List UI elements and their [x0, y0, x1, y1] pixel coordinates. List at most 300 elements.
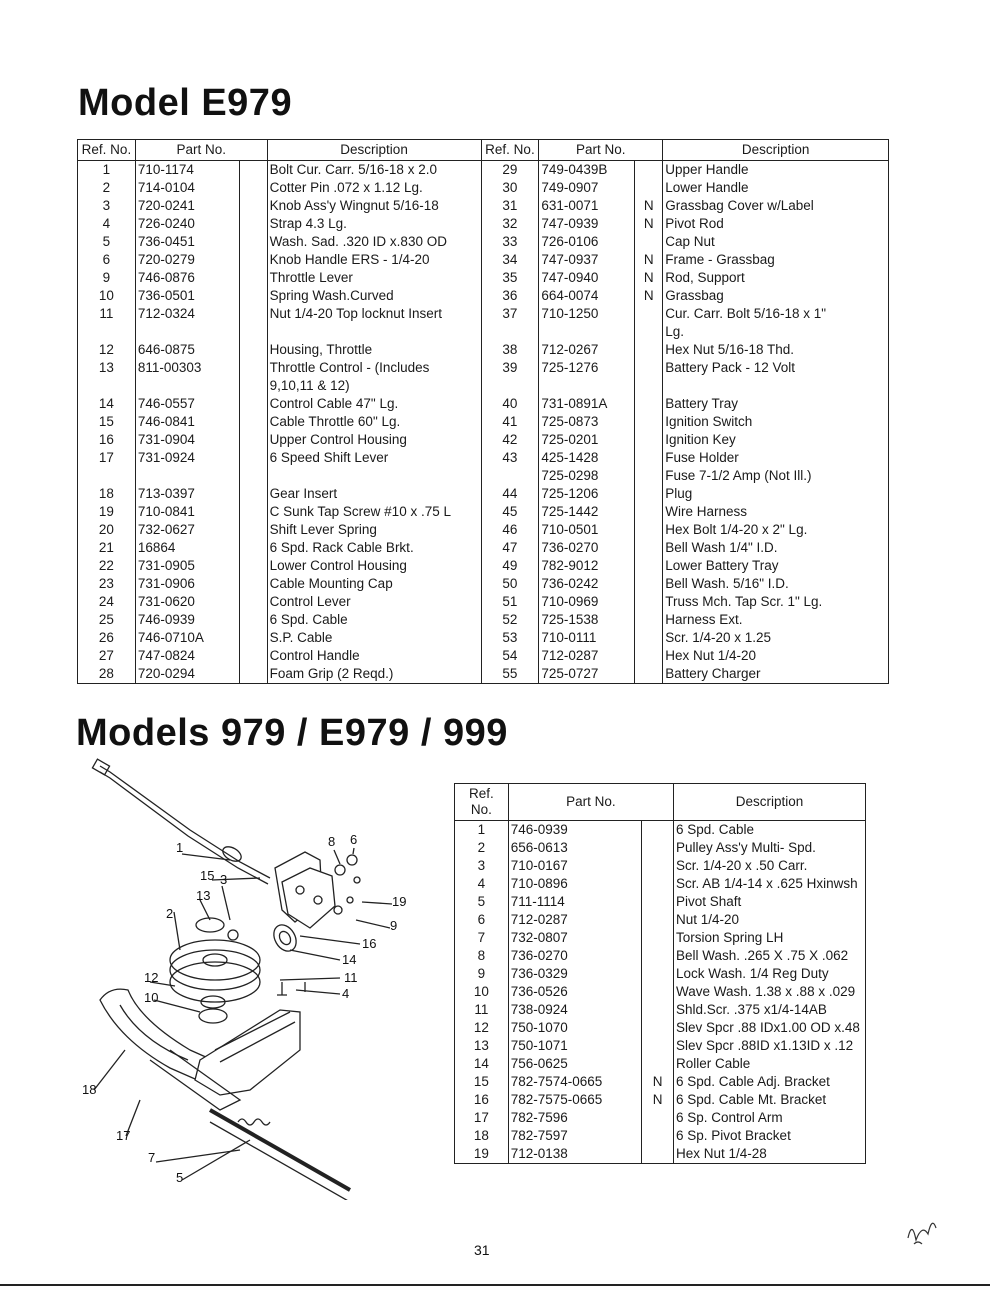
- diagram-callout: 13: [196, 888, 211, 903]
- note-cell: N: [635, 197, 663, 215]
- description-cell: Truss Mch. Tap Scr. 1" Lg.: [663, 593, 889, 611]
- table-row: [455, 1091, 866, 1109]
- ref-no-cell: 1: [78, 161, 136, 180]
- description-cell: Throttle Lever: [267, 269, 481, 287]
- diagram-callout: 7: [148, 1150, 156, 1165]
- note-cell: [635, 431, 663, 449]
- ref-no-cell: 51: [481, 593, 539, 611]
- description-cell: Cur. Carr. Bolt 5/16-18 x 1": [663, 305, 889, 323]
- part-no-cell: 747-0939: [539, 215, 635, 233]
- ref-no-cell: 21: [78, 539, 136, 557]
- table-row: [78, 161, 889, 180]
- description-cell: Pivot Rod: [663, 215, 889, 233]
- ref-no-cell: 4: [455, 875, 509, 893]
- ref-no-cell: 10: [78, 287, 136, 305]
- diagram-callout: 11: [344, 970, 358, 985]
- note-cell: [642, 1037, 674, 1055]
- diagram-callout: 9: [390, 918, 398, 933]
- part-no-cell: 710-0896: [508, 875, 642, 893]
- note-cell: [642, 839, 674, 857]
- part-no-cell: 720-0294: [135, 665, 239, 684]
- ref-no-cell: 39: [481, 359, 539, 377]
- ref-no-cell: 42: [481, 431, 539, 449]
- description-cell: Slev Spcr .88ID x1.13ID x .12: [674, 1037, 866, 1055]
- description-cell: Battery Charger: [663, 665, 889, 684]
- part-no-cell: 746-0841: [135, 413, 239, 431]
- spacer-cell: [239, 179, 267, 197]
- page-title-model-e979: Model E979: [78, 82, 293, 124]
- ref-no-cell: 26: [78, 629, 136, 647]
- description-cell: Knob Ass'y Wingnut 5/16-18: [267, 197, 481, 215]
- part-no-cell: 631-0071: [539, 197, 635, 215]
- ref-no-cell: 9: [78, 269, 136, 287]
- table-row: [455, 1037, 866, 1055]
- part-no-cell: 425-1428: [539, 449, 635, 467]
- description-cell: Grassbag Cover w/Label: [663, 197, 889, 215]
- header-ref-no: Ref. No.: [481, 140, 539, 161]
- description-cell: 6 Spd. Rack Cable Brkt.: [267, 539, 481, 557]
- ref-no-cell: [481, 467, 539, 485]
- table-row: [455, 1073, 866, 1091]
- note-cell: [642, 911, 674, 929]
- table-row: [78, 521, 889, 539]
- note-cell: [635, 593, 663, 611]
- ref-no-cell: [481, 323, 539, 341]
- note-cell: [642, 947, 674, 965]
- part-no-cell: 782-7597: [508, 1127, 642, 1145]
- description-cell: Pulley Ass'y Multi- Spd.: [674, 839, 866, 857]
- description-cell: Torsion Spring LH: [674, 929, 866, 947]
- part-no-cell: 710-0969: [539, 593, 635, 611]
- table-row: [455, 1127, 866, 1145]
- ref-no-cell: 55: [481, 665, 539, 684]
- note-cell: [642, 1127, 674, 1145]
- note-cell: [642, 1019, 674, 1037]
- description-cell: Scr. 1/4-20 x 1.25: [663, 629, 889, 647]
- description-cell: Pivot Shaft: [674, 893, 866, 911]
- description-cell: Grassbag: [663, 287, 889, 305]
- part-no-cell: 710-0167: [508, 857, 642, 875]
- description-cell: [267, 467, 481, 485]
- description-cell: Bolt Cur. Carr. 5/16-18 x 2.0: [267, 161, 481, 180]
- spacer-cell: [239, 611, 267, 629]
- part-no-cell: 749-0439B: [539, 161, 635, 180]
- description-cell: 6 Spd. Cable: [267, 611, 481, 629]
- part-no-cell: 725-0727: [539, 665, 635, 684]
- ref-no-cell: 54: [481, 647, 539, 665]
- note-cell: [635, 359, 663, 377]
- part-no-cell: 736-0526: [508, 983, 642, 1001]
- spacer-cell: [239, 557, 267, 575]
- table-row: [78, 665, 889, 684]
- description-cell: Hex Bolt 1/4-20 x 2" Lg.: [663, 521, 889, 539]
- table-row: [455, 1109, 866, 1127]
- description-cell: Lower Battery Tray: [663, 557, 889, 575]
- diagram-callout: 19: [392, 894, 407, 909]
- ref-no-cell: 46: [481, 521, 539, 539]
- table-row: [455, 1019, 866, 1037]
- ref-no-cell: 37: [481, 305, 539, 323]
- table-row: [78, 485, 889, 503]
- table-row: [455, 1001, 866, 1019]
- note-cell: [642, 983, 674, 1001]
- ref-no-cell: 44: [481, 485, 539, 503]
- table-row: [78, 287, 889, 305]
- ref-no-cell: 20: [78, 521, 136, 539]
- part-no-cell: 746-0876: [135, 269, 239, 287]
- ref-no-cell: 27: [78, 647, 136, 665]
- ref-no-cell: 43: [481, 449, 539, 467]
- spacer-cell: [239, 287, 267, 305]
- note-cell: [642, 857, 674, 875]
- ref-no-cell: 13: [455, 1037, 509, 1055]
- part-no-cell: 16864: [135, 539, 239, 557]
- part-no-cell: 710-0501: [539, 521, 635, 539]
- part-no-cell: 746-0710A: [135, 629, 239, 647]
- part-no-cell: 731-0620: [135, 593, 239, 611]
- description-cell: Wire Harness: [663, 503, 889, 521]
- part-no-cell: 711-1114: [508, 893, 642, 911]
- bottom-divider: [0, 1284, 990, 1286]
- part-no-cell: 710-1250: [539, 305, 635, 323]
- parts-table-models: [454, 783, 866, 1164]
- note-cell: N: [635, 269, 663, 287]
- description-cell: [663, 377, 889, 395]
- part-no-cell: 646-0875: [135, 341, 239, 359]
- part-no-cell: [135, 323, 239, 341]
- description-cell: Ignition Key: [663, 431, 889, 449]
- part-no-cell: 656-0613: [508, 839, 642, 857]
- description-cell: Slev Spcr .88 IDx1.00 OD x.48: [674, 1019, 866, 1037]
- description-cell: 9,10,11 & 12): [267, 377, 481, 395]
- note-cell: [635, 557, 663, 575]
- ref-no-cell: 1: [455, 821, 509, 840]
- description-cell: Battery Pack - 12 Volt: [663, 359, 889, 377]
- table-row: [78, 647, 889, 665]
- part-no-cell: 756-0625: [508, 1055, 642, 1073]
- ref-no-cell: [78, 323, 136, 341]
- description-cell: S.P. Cable: [267, 629, 481, 647]
- ref-no-cell: 11: [78, 305, 136, 323]
- ref-no-cell: 14: [455, 1055, 509, 1073]
- description-cell: Ignition Switch: [663, 413, 889, 431]
- part-no-cell: 714-0104: [135, 179, 239, 197]
- description-cell: Strap 4.3 Lg.: [267, 215, 481, 233]
- description-cell: Wash. Sad. .320 ID x.830 OD: [267, 233, 481, 251]
- description-cell: Spring Wash.Curved: [267, 287, 481, 305]
- note-cell: [635, 161, 663, 180]
- header-part-no: Part No.: [539, 140, 663, 161]
- part-no-cell: 731-0906: [135, 575, 239, 593]
- spacer-cell: [239, 521, 267, 539]
- description-cell: [267, 323, 481, 341]
- diagram-callout: 12: [144, 970, 159, 985]
- part-no-cell: 712-0138: [508, 1145, 642, 1164]
- description-cell: Throttle Control - (Includes: [267, 359, 481, 377]
- ref-no-cell: 15: [455, 1073, 509, 1091]
- description-cell: Lock Wash. 1/4 Reg Duty: [674, 965, 866, 983]
- table-row: [78, 305, 889, 323]
- note-cell: [635, 647, 663, 665]
- description-cell: Bell Wash. .265 X .75 X .062: [674, 947, 866, 965]
- table-row: [78, 431, 889, 449]
- ref-no-cell: 17: [78, 449, 136, 467]
- note-cell: [642, 1109, 674, 1127]
- description-cell: 6 Sp. Pivot Bracket: [674, 1127, 866, 1145]
- part-no-cell: 725-0873: [539, 413, 635, 431]
- diagram-callout: 16: [362, 936, 377, 951]
- diagram-callout: 5: [176, 1170, 184, 1185]
- ref-no-cell: 23: [78, 575, 136, 593]
- page-number: 31: [474, 1242, 490, 1258]
- part-no-cell: 782-7575-0665: [508, 1091, 642, 1109]
- ref-no-cell: 5: [455, 893, 509, 911]
- description-cell: Fuse 7-1/2 Amp (Not Ill.): [663, 467, 889, 485]
- note-cell: [635, 665, 663, 684]
- description-cell: 6 Speed Shift Lever: [267, 449, 481, 467]
- part-no-cell: 726-0106: [539, 233, 635, 251]
- table-row: [78, 413, 889, 431]
- ref-no-cell: 53: [481, 629, 539, 647]
- spacer-cell: [239, 647, 267, 665]
- note-cell: N: [635, 287, 663, 305]
- description-cell: 6 Sp. Control Arm: [674, 1109, 866, 1127]
- table-row: [455, 857, 866, 875]
- table-row: [78, 233, 889, 251]
- ref-no-cell: 52: [481, 611, 539, 629]
- ref-no-cell: 19: [455, 1145, 509, 1164]
- spacer-cell: [239, 575, 267, 593]
- ref-no-cell: 30: [481, 179, 539, 197]
- note-cell: [642, 875, 674, 893]
- description-cell: Wave Wash. 1.38 x .88 x .029: [674, 983, 866, 1001]
- description-cell: Knob Handle ERS - 1/4-20: [267, 251, 481, 269]
- description-cell: Upper Handle: [663, 161, 889, 180]
- part-no-cell: 750-1071: [508, 1037, 642, 1055]
- assembly-diagram: [70, 750, 440, 1200]
- ref-no-cell: 35: [481, 269, 539, 287]
- table-row: [78, 395, 889, 413]
- table-row: [455, 911, 866, 929]
- spacer-cell: [239, 431, 267, 449]
- ref-no-cell: 8: [455, 947, 509, 965]
- header-ref-no: Ref. No.: [455, 784, 509, 821]
- ref-no-cell: 16: [78, 431, 136, 449]
- ref-no-cell: 41: [481, 413, 539, 431]
- description-cell: Plug: [663, 485, 889, 503]
- ref-no-cell: [78, 467, 136, 485]
- note-cell: [635, 341, 663, 359]
- description-cell: 6 Spd. Cable Mt. Bracket: [674, 1091, 866, 1109]
- diagram-callout: 15: [200, 868, 215, 883]
- description-cell: 6 Spd. Cable: [674, 821, 866, 840]
- diagram-callout: 2: [166, 906, 174, 921]
- table-header-row: [455, 784, 866, 821]
- parts-table-e979: [77, 139, 889, 684]
- table-row: [455, 875, 866, 893]
- diagram-callout: 4: [342, 986, 350, 1001]
- table-row: [455, 839, 866, 857]
- diagram-callout: 18: [82, 1082, 97, 1097]
- spacer-cell: [239, 215, 267, 233]
- ref-no-cell: 6: [78, 251, 136, 269]
- table-row: [455, 929, 866, 947]
- part-no-cell: 731-0905: [135, 557, 239, 575]
- ref-no-cell: 29: [481, 161, 539, 180]
- ref-no-cell: 12: [455, 1019, 509, 1037]
- diagram-callout: 10: [144, 990, 159, 1005]
- spacer-cell: [239, 485, 267, 503]
- spacer-cell: [239, 323, 267, 341]
- table-row: [78, 251, 889, 269]
- part-no-cell: 720-0241: [135, 197, 239, 215]
- description-cell: Control Handle: [267, 647, 481, 665]
- description-cell: Cap Nut: [663, 233, 889, 251]
- part-no-cell: 725-1206: [539, 485, 635, 503]
- spacer-cell: [239, 377, 267, 395]
- spacer-cell: [239, 233, 267, 251]
- spacer-cell: [239, 467, 267, 485]
- description-cell: Bell Wash 1/4" I.D.: [663, 539, 889, 557]
- ref-no-cell: 11: [455, 1001, 509, 1019]
- note-cell: [635, 629, 663, 647]
- description-cell: Cotter Pin .072 x 1.12 Lg.: [267, 179, 481, 197]
- description-cell: Rod, Support: [663, 269, 889, 287]
- header-part-no: Part No.: [135, 140, 267, 161]
- ref-no-cell: 9: [455, 965, 509, 983]
- ref-no-cell: [481, 377, 539, 395]
- header-description: Description: [267, 140, 481, 161]
- description-cell: Control Cable 47" Lg.: [267, 395, 481, 413]
- part-no-cell: 710-1174: [135, 161, 239, 180]
- diagram-callout: 3: [220, 872, 228, 887]
- table-row: [78, 539, 889, 557]
- note-cell: [635, 467, 663, 485]
- part-no-cell: 725-0201: [539, 431, 635, 449]
- description-cell: Nut 1/4-20: [674, 911, 866, 929]
- description-cell: Foam Grip (2 Reqd.): [267, 665, 481, 684]
- description-cell: Bell Wash. 5/16" I.D.: [663, 575, 889, 593]
- ref-no-cell: 10: [455, 983, 509, 1001]
- description-cell: Scr. AB 1/4-14 x .625 Hxinwsh: [674, 875, 866, 893]
- page-title-models: Models 979 / E979 / 999: [76, 712, 508, 754]
- ref-no-cell: 47: [481, 539, 539, 557]
- ref-no-cell: 2: [455, 839, 509, 857]
- ref-no-cell: 33: [481, 233, 539, 251]
- ref-no-cell: 34: [481, 251, 539, 269]
- table-row: [78, 629, 889, 647]
- part-no-cell: 747-0824: [135, 647, 239, 665]
- description-cell: Nut 1/4-20 Top locknut Insert: [267, 305, 481, 323]
- part-no-cell: 710-0111: [539, 629, 635, 647]
- description-cell: Upper Control Housing: [267, 431, 481, 449]
- part-no-cell: 746-0939: [508, 821, 642, 840]
- part-no-cell: 736-0501: [135, 287, 239, 305]
- ref-no-cell: 18: [455, 1127, 509, 1145]
- table-row: [78, 341, 889, 359]
- ref-no-cell: 40: [481, 395, 539, 413]
- table-row: [78, 269, 889, 287]
- part-no-cell: 712-0287: [539, 647, 635, 665]
- part-no-cell: 736-0270: [508, 947, 642, 965]
- note-cell: [635, 521, 663, 539]
- table-row: [78, 503, 889, 521]
- table-row: [455, 893, 866, 911]
- part-no-cell: 712-0287: [508, 911, 642, 929]
- ref-no-cell: 5: [78, 233, 136, 251]
- part-no-cell: 747-0940: [539, 269, 635, 287]
- note-cell: [635, 179, 663, 197]
- ref-no-cell: 28: [78, 665, 136, 684]
- part-no-cell: 736-0451: [135, 233, 239, 251]
- part-no-cell: 782-7574-0665: [508, 1073, 642, 1091]
- part-no-cell: 731-0891A: [539, 395, 635, 413]
- ref-no-cell: 45: [481, 503, 539, 521]
- spacer-cell: [239, 161, 267, 180]
- ref-no-cell: 50: [481, 575, 539, 593]
- spacer-cell: [239, 449, 267, 467]
- part-no-cell: 725-1538: [539, 611, 635, 629]
- spacer-cell: [239, 503, 267, 521]
- part-no-cell: 725-1276: [539, 359, 635, 377]
- note-cell: N: [642, 1091, 674, 1109]
- part-no-cell: 746-0939: [135, 611, 239, 629]
- ref-no-cell: 15: [78, 413, 136, 431]
- header-description: Description: [663, 140, 889, 161]
- part-no-cell: 732-0627: [135, 521, 239, 539]
- part-no-cell: 720-0279: [135, 251, 239, 269]
- part-no-cell: 731-0904: [135, 431, 239, 449]
- table-row: [78, 215, 889, 233]
- table-row: [78, 593, 889, 611]
- part-no-cell: 782-7596: [508, 1109, 642, 1127]
- part-no-cell: [135, 377, 239, 395]
- header-description: Description: [674, 784, 866, 821]
- diagram-callout: 14: [342, 952, 357, 967]
- spacer-cell: [239, 629, 267, 647]
- description-cell: Frame - Grassbag: [663, 251, 889, 269]
- ref-no-cell: 32: [481, 215, 539, 233]
- note-cell: [635, 305, 663, 323]
- table-row: [78, 575, 889, 593]
- description-cell: Cable Mounting Cap: [267, 575, 481, 593]
- spacer-cell: [239, 341, 267, 359]
- spacer-cell: [239, 305, 267, 323]
- spacer-cell: [239, 395, 267, 413]
- part-no-cell: [135, 467, 239, 485]
- description-cell: 6 Spd. Cable Adj. Bracket: [674, 1073, 866, 1091]
- note-cell: [642, 929, 674, 947]
- part-no-cell: 782-9012: [539, 557, 635, 575]
- table-row: [455, 1055, 866, 1073]
- note-cell: [642, 893, 674, 911]
- note-cell: [635, 233, 663, 251]
- note-cell: [635, 413, 663, 431]
- description-cell: C Sunk Tap Screw #10 x .75 L: [267, 503, 481, 521]
- spacer-cell: [239, 413, 267, 431]
- description-cell: Hex Nut 5/16-18 Thd.: [663, 341, 889, 359]
- handwritten-mark: [900, 1210, 950, 1250]
- diagram-callout: 1: [176, 840, 184, 855]
- note-cell: N: [635, 215, 663, 233]
- diagram-callout: 17: [116, 1128, 131, 1143]
- part-no-cell: 725-0298: [539, 467, 635, 485]
- part-no-cell: 749-0907: [539, 179, 635, 197]
- ref-no-cell: 12: [78, 341, 136, 359]
- note-cell: [635, 449, 663, 467]
- table-row: [455, 821, 866, 840]
- description-cell: Gear Insert: [267, 485, 481, 503]
